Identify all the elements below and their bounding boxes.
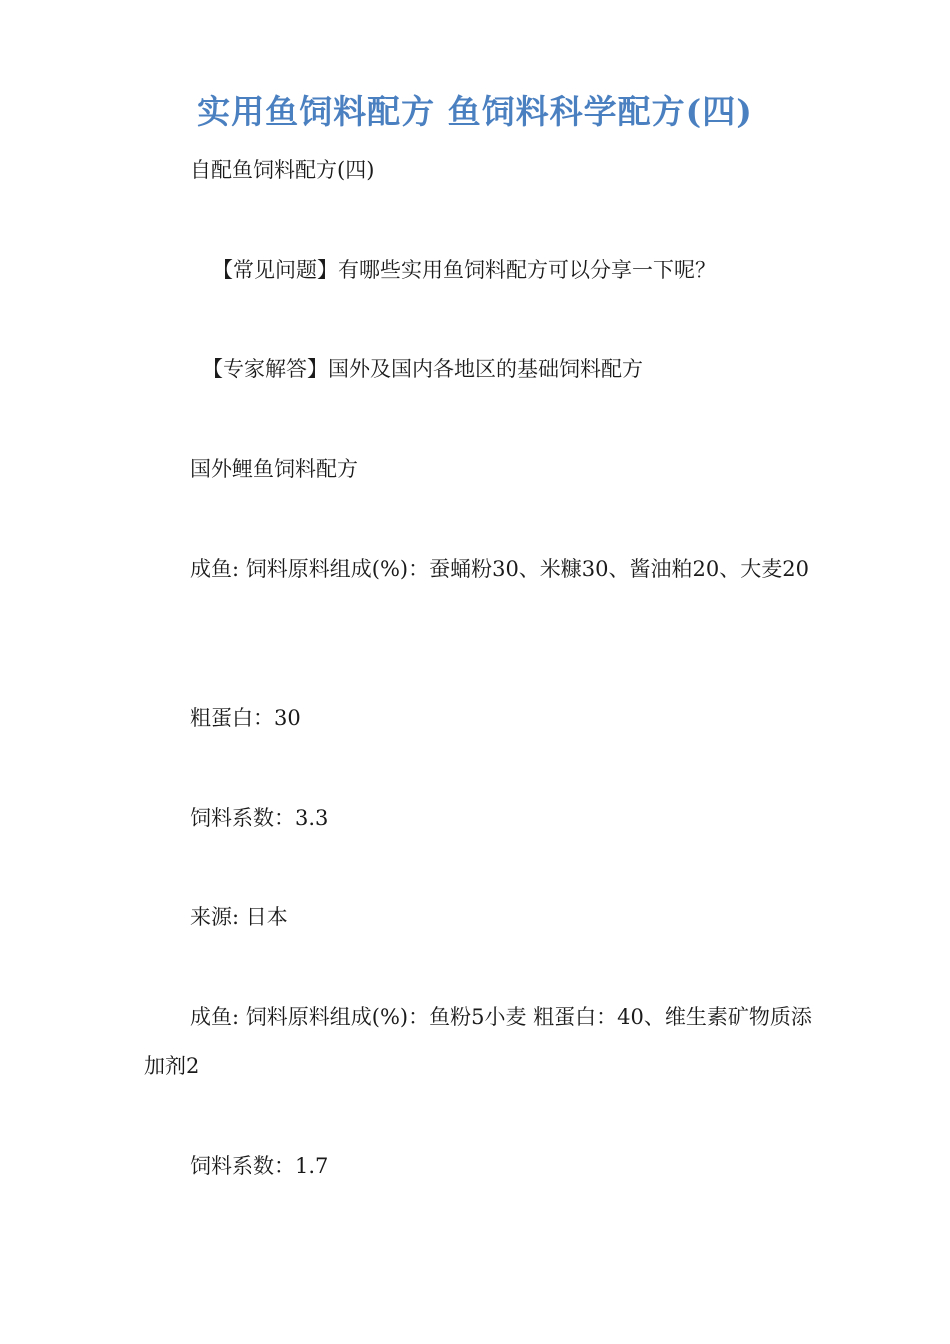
paragraph-feed-coefficient-2: 饲料系数：1.7 (190, 1154, 329, 1178)
paragraph-protein-1: 粗蛋白：30 (190, 706, 301, 730)
paragraph-answer: 【专家解答】国外及国内各地区的基础饲料配方 (202, 357, 643, 381)
paragraph-feed-coefficient-1: 饲料系数：3.3 (190, 806, 329, 830)
paragraph-section-heading: 国外鲤鱼饲料配方 (190, 457, 358, 481)
paragraph-source: 来源: 日本 (190, 905, 288, 929)
paragraph-formula-2: 成鱼: 饲料原料组成(%)：鱼粉5小麦 粗蛋白：40、维生素矿物质添加剂2 (144, 1005, 812, 1078)
paragraph-question: 【常见问题】有哪些实用鱼饲料配方可以分享一下呢？ (212, 258, 716, 282)
paragraph-subtitle: 自配鱼饲料配方(四) (190, 158, 375, 182)
document-title: 实用鱼饲料配方 鱼饲料科学配方(四) (197, 92, 753, 131)
paragraph-formula-1: 成鱼: 饲料原料组成(%)：蚕蛹粉30、米糠30、酱油粕20、大麦20 (190, 557, 809, 581)
